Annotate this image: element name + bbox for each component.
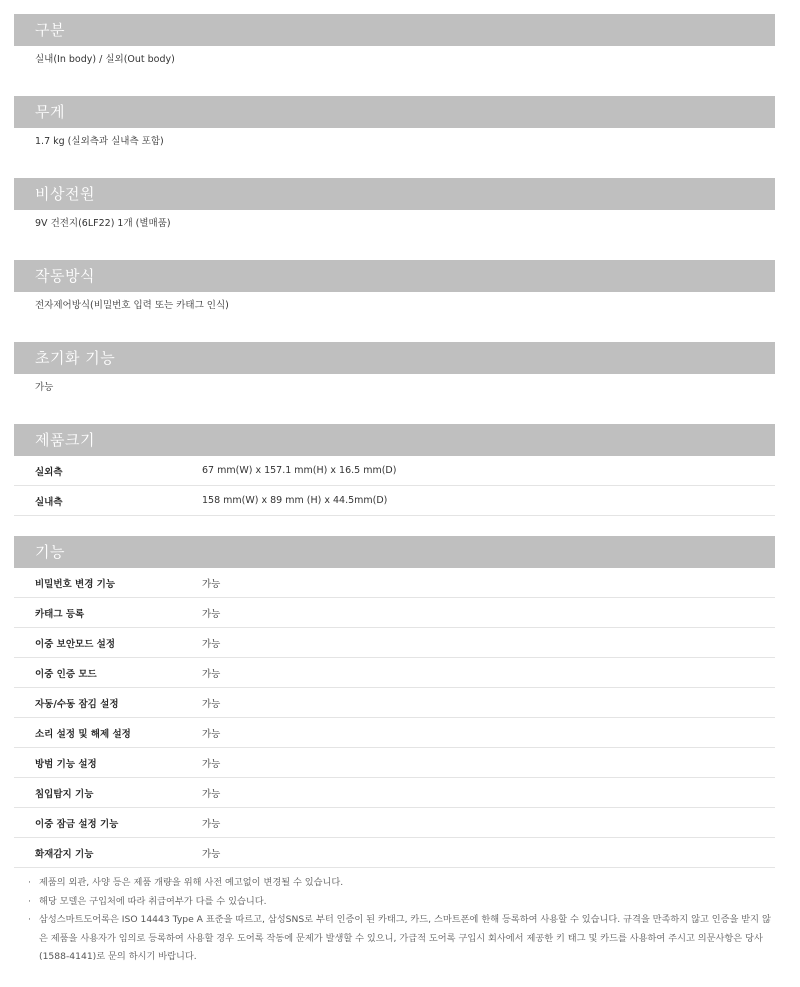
section-value-reset: 가능 [35, 382, 54, 393]
feature-label: 소리 설정 및 해제 설정 [14, 718, 202, 748]
feature-label: 이중 보안모드 설정 [14, 628, 202, 658]
feature-label: 이중 인증 모드 [14, 658, 202, 688]
feature-value: 가능 [202, 568, 775, 598]
section-header-operation-method: 작동방식 [14, 260, 775, 292]
size-table [14, 456, 775, 516]
spec-content [14, 14, 775, 888]
feature-label: 자동/수동 잠김 설정 [14, 688, 202, 718]
features-table [14, 568, 775, 868]
feature-value: 가능 [202, 718, 775, 748]
feature-value: 가능 [202, 778, 775, 808]
section-header-reset: 초기화 기능 [14, 342, 775, 374]
table-row [14, 838, 775, 868]
bullet-mark: · [28, 877, 31, 888]
section-value-emergency-power: 9V 건전지(6LF22) 1개 (별매품) [35, 218, 171, 229]
feature-value: 가능 [202, 628, 775, 658]
bullet-mark: · [28, 914, 31, 925]
table-row [14, 718, 775, 748]
feature-label: 방범 기능 설정 [14, 748, 202, 778]
table-row [14, 456, 775, 486]
section-value-weight: 1.7 kg (실외측과 실내측 포함) [35, 136, 164, 147]
table-row [14, 486, 775, 516]
section-features [14, 536, 775, 868]
table-row [14, 598, 775, 628]
note-text: 해당 모델은 구입처에 따라 취급여부가 다를 수 있습니다. [39, 895, 267, 907]
table-row [14, 778, 775, 808]
size-value-indoor: 158 mm(W) x 89 mm (H) x 44.5mm(D) [202, 486, 775, 516]
table-row [14, 658, 775, 688]
bullet-mark: · [28, 895, 31, 907]
section-header-product-size: 제품크기 [14, 424, 775, 456]
feature-value: 가능 [202, 688, 775, 718]
section-operation-method [14, 260, 775, 322]
notes [28, 874, 778, 967]
section-header-weight: 무게 [14, 96, 775, 128]
feature-value: 가능 [202, 808, 775, 838]
note-item [28, 874, 778, 893]
section-value-operation-method: 전자제어방식(비밀번호 입력 또는 카태그 인식) [35, 300, 229, 311]
feature-value: 가능 [202, 598, 775, 628]
note-item [28, 893, 778, 912]
table-row [14, 808, 775, 838]
note-item [28, 911, 778, 967]
feature-label: 이중 잠금 설정 기능 [14, 808, 202, 838]
section-product-size [14, 424, 775, 516]
section-emergency-power [14, 178, 775, 240]
feature-label: 카태그 등록 [14, 598, 202, 628]
section-weight [14, 96, 775, 158]
size-label-indoor: 실내측 [14, 486, 202, 516]
feature-label: 침입탐지 기능 [14, 778, 202, 808]
note-text: 제품의 외관, 사양 등은 제품 개량을 위해 사전 예고없이 변경될 수 있습니다. [39, 877, 344, 888]
table-row [14, 628, 775, 658]
table-row [14, 688, 775, 718]
table-row [14, 568, 775, 598]
note-text: 삼성스마트도어록은 ISO 14443 Type A 표준을 따르고, 삼성SNS로 부터 인증이 된 카태그, 카드, 스마트폰에 한해 등록하여 사용할 수 있습니다. 규격을 만족하지 않고 인증을 받지 않은 제품을 사용자가 임의로 등록하여 사용할 경우 도어록 작동에 문제가 발생할 수 있으니, 가급적 도어록 구입시 회사에서 제공한 키 태그 및 카드를 사용하여 주시고 의문사항은 당사(1588-4141)로 문의 하시기 바랍니다. [39, 914, 771, 962]
feature-label: 비밀번호 변경 기능 [14, 568, 202, 598]
section-header-features: 기능 [14, 536, 775, 568]
section-header-type: 구분 [14, 14, 775, 46]
section-value-type: 실내(In body) / 실외(Out body) [35, 54, 175, 65]
section-type [14, 14, 775, 76]
size-label-outdoor: 실외측 [14, 456, 202, 486]
size-value-outdoor: 67 mm(W) x 157.1 mm(H) x 16.5 mm(D) [202, 456, 775, 486]
feature-value: 가능 [202, 838, 775, 868]
section-header-emergency-power: 비상전원 [14, 178, 775, 210]
feature-value: 가능 [202, 658, 775, 688]
section-reset [14, 342, 775, 404]
table-row [14, 748, 775, 778]
feature-value: 가능 [202, 748, 775, 778]
feature-label: 화재감지 기능 [14, 838, 202, 868]
